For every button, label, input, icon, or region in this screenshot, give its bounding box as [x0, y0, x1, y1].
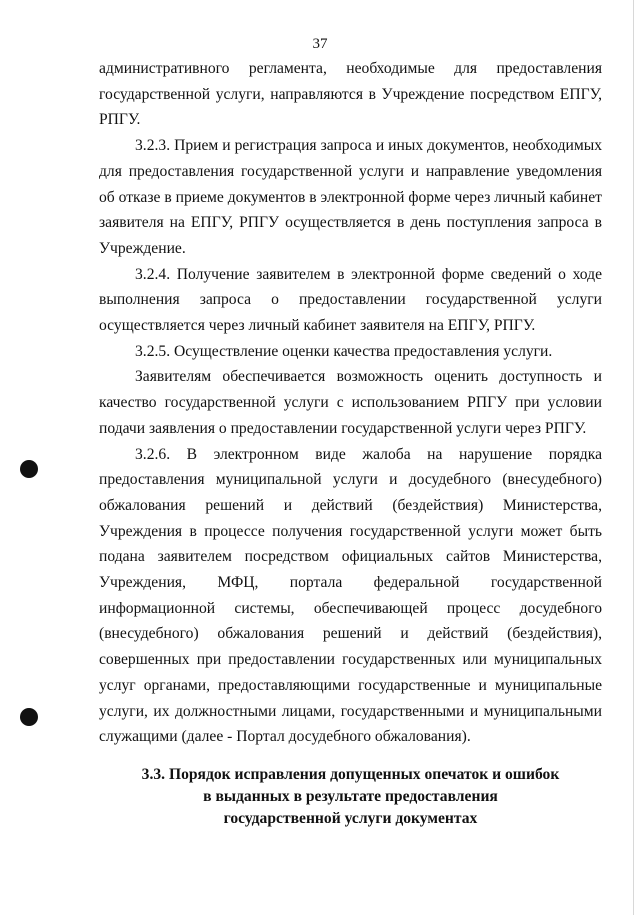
binder-hole-mark — [20, 460, 38, 478]
paragraph-3-2-5: 3.2.5. Осуществление оценки качества предоставления услуги. — [135, 342, 553, 360]
paragraph-3-2-3: 3.2.3. Прием и регистрация запроса и иных документов, необходимых для предоставления государственной услуги и направление уведомления об отказе в приеме документов в электронной форме через личный кабинет заявителя на ЕПГУ, РПГУ осуществляется в день поступления запроса в Учреждение. — [99, 137, 602, 257]
section-heading-3-3 — [99, 764, 602, 830]
scan-edge-line — [633, 0, 634, 915]
paragraph-quality-assessment: Заявителям обеспечивается возможность оценить доступность и качество государственной услуги с использованием РПГУ при условии подачи заявления о предоставлении государственной услуги через РПГУ. — [99, 368, 602, 437]
binder-hole-mark — [20, 708, 38, 726]
document-body — [99, 56, 602, 830]
section-heading-line: в выданных в результате предоставления — [203, 787, 498, 805]
section-heading-line: государственной услуги документах — [223, 809, 478, 827]
paragraph-3-2-4: 3.2.4. Получение заявителем в электронной форме сведений о ходе выполнения запроса о предоставлении государственной услуги осуществляется через личный кабинет заявителя на ЕПГУ, РПГУ. — [99, 265, 602, 335]
paragraph-3-2-6: 3.2.6. В электронном виде жалоба на нарушение порядка предоставления муниципальной услуги и досудебного (внесудебного) обжалования решений и действий (бездействия) Министерства, Учреждения в процессе получения государственной услуги может быть подана заявителем посредством официальных сайтов Министерства, Учреждения, МФЦ, портала федеральной государственной информационной системы, обеспечивающей процесс досудебного (внесудебного) обжалования решений и действий (бездействия), совершенных при предоставлении государственных или муниципальных услуг органами, предоставляющими государственные и муниципальные услуги, их должностными лицами, государственными и муниципальными служащими (далее - Портал досудебного обжалования). — [99, 445, 602, 746]
page-number: 37 — [312, 36, 328, 52]
section-heading-line: 3.3. Порядок исправления допущенных опечаток и ошибок — [141, 765, 560, 783]
paragraph-continuation: административного регламента, необходимые для предоставления государственной услуги, направляются в Учреждение посредством ЕПГУ, РПГУ. — [99, 60, 602, 129]
